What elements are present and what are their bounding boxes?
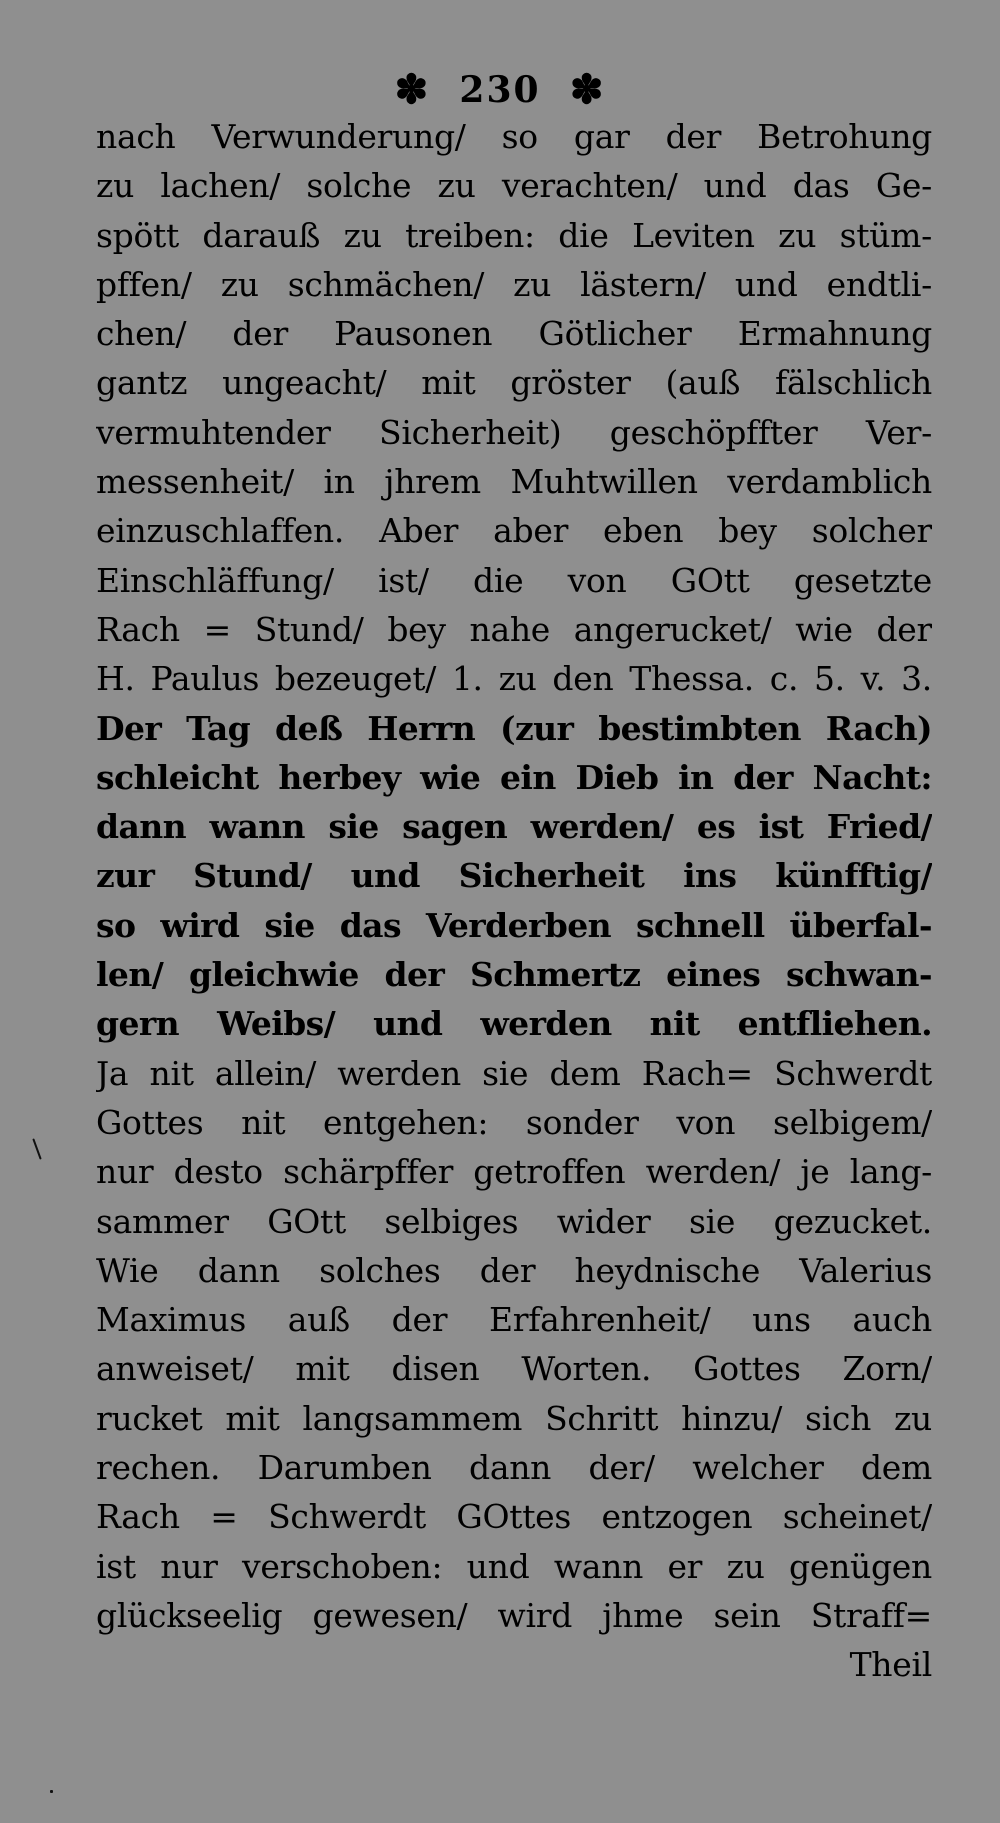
- text-line: einzuschlaffen. Aber aber eben bey solcher: [96, 511, 932, 551]
- text-line: anweiset/ mit disen Worten. Gottes Zorn/: [96, 1349, 932, 1389]
- text-line: Einschläffung/ ist/ die von GOtt gesetzte: [96, 560, 932, 600]
- text-line: Ja nit allein/ werden sie dem Rach= Schwerdt: [96, 1053, 932, 1093]
- text-line: ist nur verschoben: und wann er zu genügen: [96, 1546, 932, 1586]
- text-line: schleicht herbey wie ein Dieb in der Nacht:: [96, 757, 932, 797]
- text-line: len/ gleichwie der Schmertz eines schwan-: [96, 955, 932, 995]
- text-line: chen/ der Pausonen Götlicher Ermahnung: [96, 314, 932, 354]
- catchword: Theil: [849, 1645, 932, 1685]
- text-line: Maximus auß der Erfahrenheit/ uns auch: [96, 1300, 932, 1340]
- text-line: Wie dann solches der heydnische Valerius: [96, 1250, 932, 1290]
- text-line: Gottes nit entgehen: sonder von selbigem/: [96, 1102, 932, 1142]
- text-line: Rach = Stund/ bey nahe angerucket/ wie der: [96, 609, 932, 649]
- text-line: H. Paulus bezeuget/ 1. zu den Thessa. c. 5. v. 3.: [96, 659, 932, 699]
- text-line: nur desto schärpffer getroffen werden/ je lang-: [96, 1152, 932, 1192]
- page-text: [96, 112, 932, 1690]
- ink-speck: [32, 1138, 41, 1159]
- text-line: rucket mit langsammem Schritt hinzu/ sich zu: [96, 1398, 932, 1438]
- text-line: gantz ungeacht/ mit gröster (auß fälschlich: [96, 363, 932, 403]
- text-line: pffen/ zu schmächen/ zu lästern/ und endtli-: [96, 264, 932, 304]
- text-line: so wird sie das Verderben schnell überfal-: [96, 905, 932, 945]
- text-line: messenheit/ in jhrem Muhtwillen verdamblich: [96, 462, 932, 502]
- text-line: spött darauß zu treiben: die Leviten zu stüm-: [96, 215, 932, 255]
- text-line: Rach = Schwerdt GOttes entzogen scheinet/: [96, 1497, 932, 1537]
- text-line: dann wann sie sagen werden/ es ist Fried/: [96, 807, 932, 847]
- ink-speck: [50, 1790, 53, 1793]
- text-line: rechen. Darumben dann der/ welcher dem: [96, 1448, 932, 1488]
- text-line: gern Weibs/ und werden nit entfliehen.: [96, 1004, 932, 1044]
- text-line: glückseelig gewesen/ wird jhme sein Straff=: [96, 1595, 932, 1635]
- flower-ornament-left-icon: ✽: [394, 65, 431, 113]
- page-number: 230: [459, 68, 541, 111]
- text-line: sammer GOtt selbiges wider sie gezucket.: [96, 1201, 932, 1241]
- text-line: nach Verwunderung/ so gar der Betrohung: [96, 117, 932, 156]
- flower-ornament-right-icon: ✽: [569, 65, 606, 113]
- text-line: vermuhtender Sicherheit) geschöpffter Ver-: [96, 412, 932, 452]
- text-line: zur Stund/ und Sicherheit ins künfftig/: [96, 856, 932, 896]
- text-line: Der Tag deß Herrn (zur bestimbten Rach): [96, 708, 932, 748]
- text-line: zu lachen/ solche zu verachten/ und das Ge-: [96, 166, 932, 206]
- page-header: [0, 62, 1000, 114]
